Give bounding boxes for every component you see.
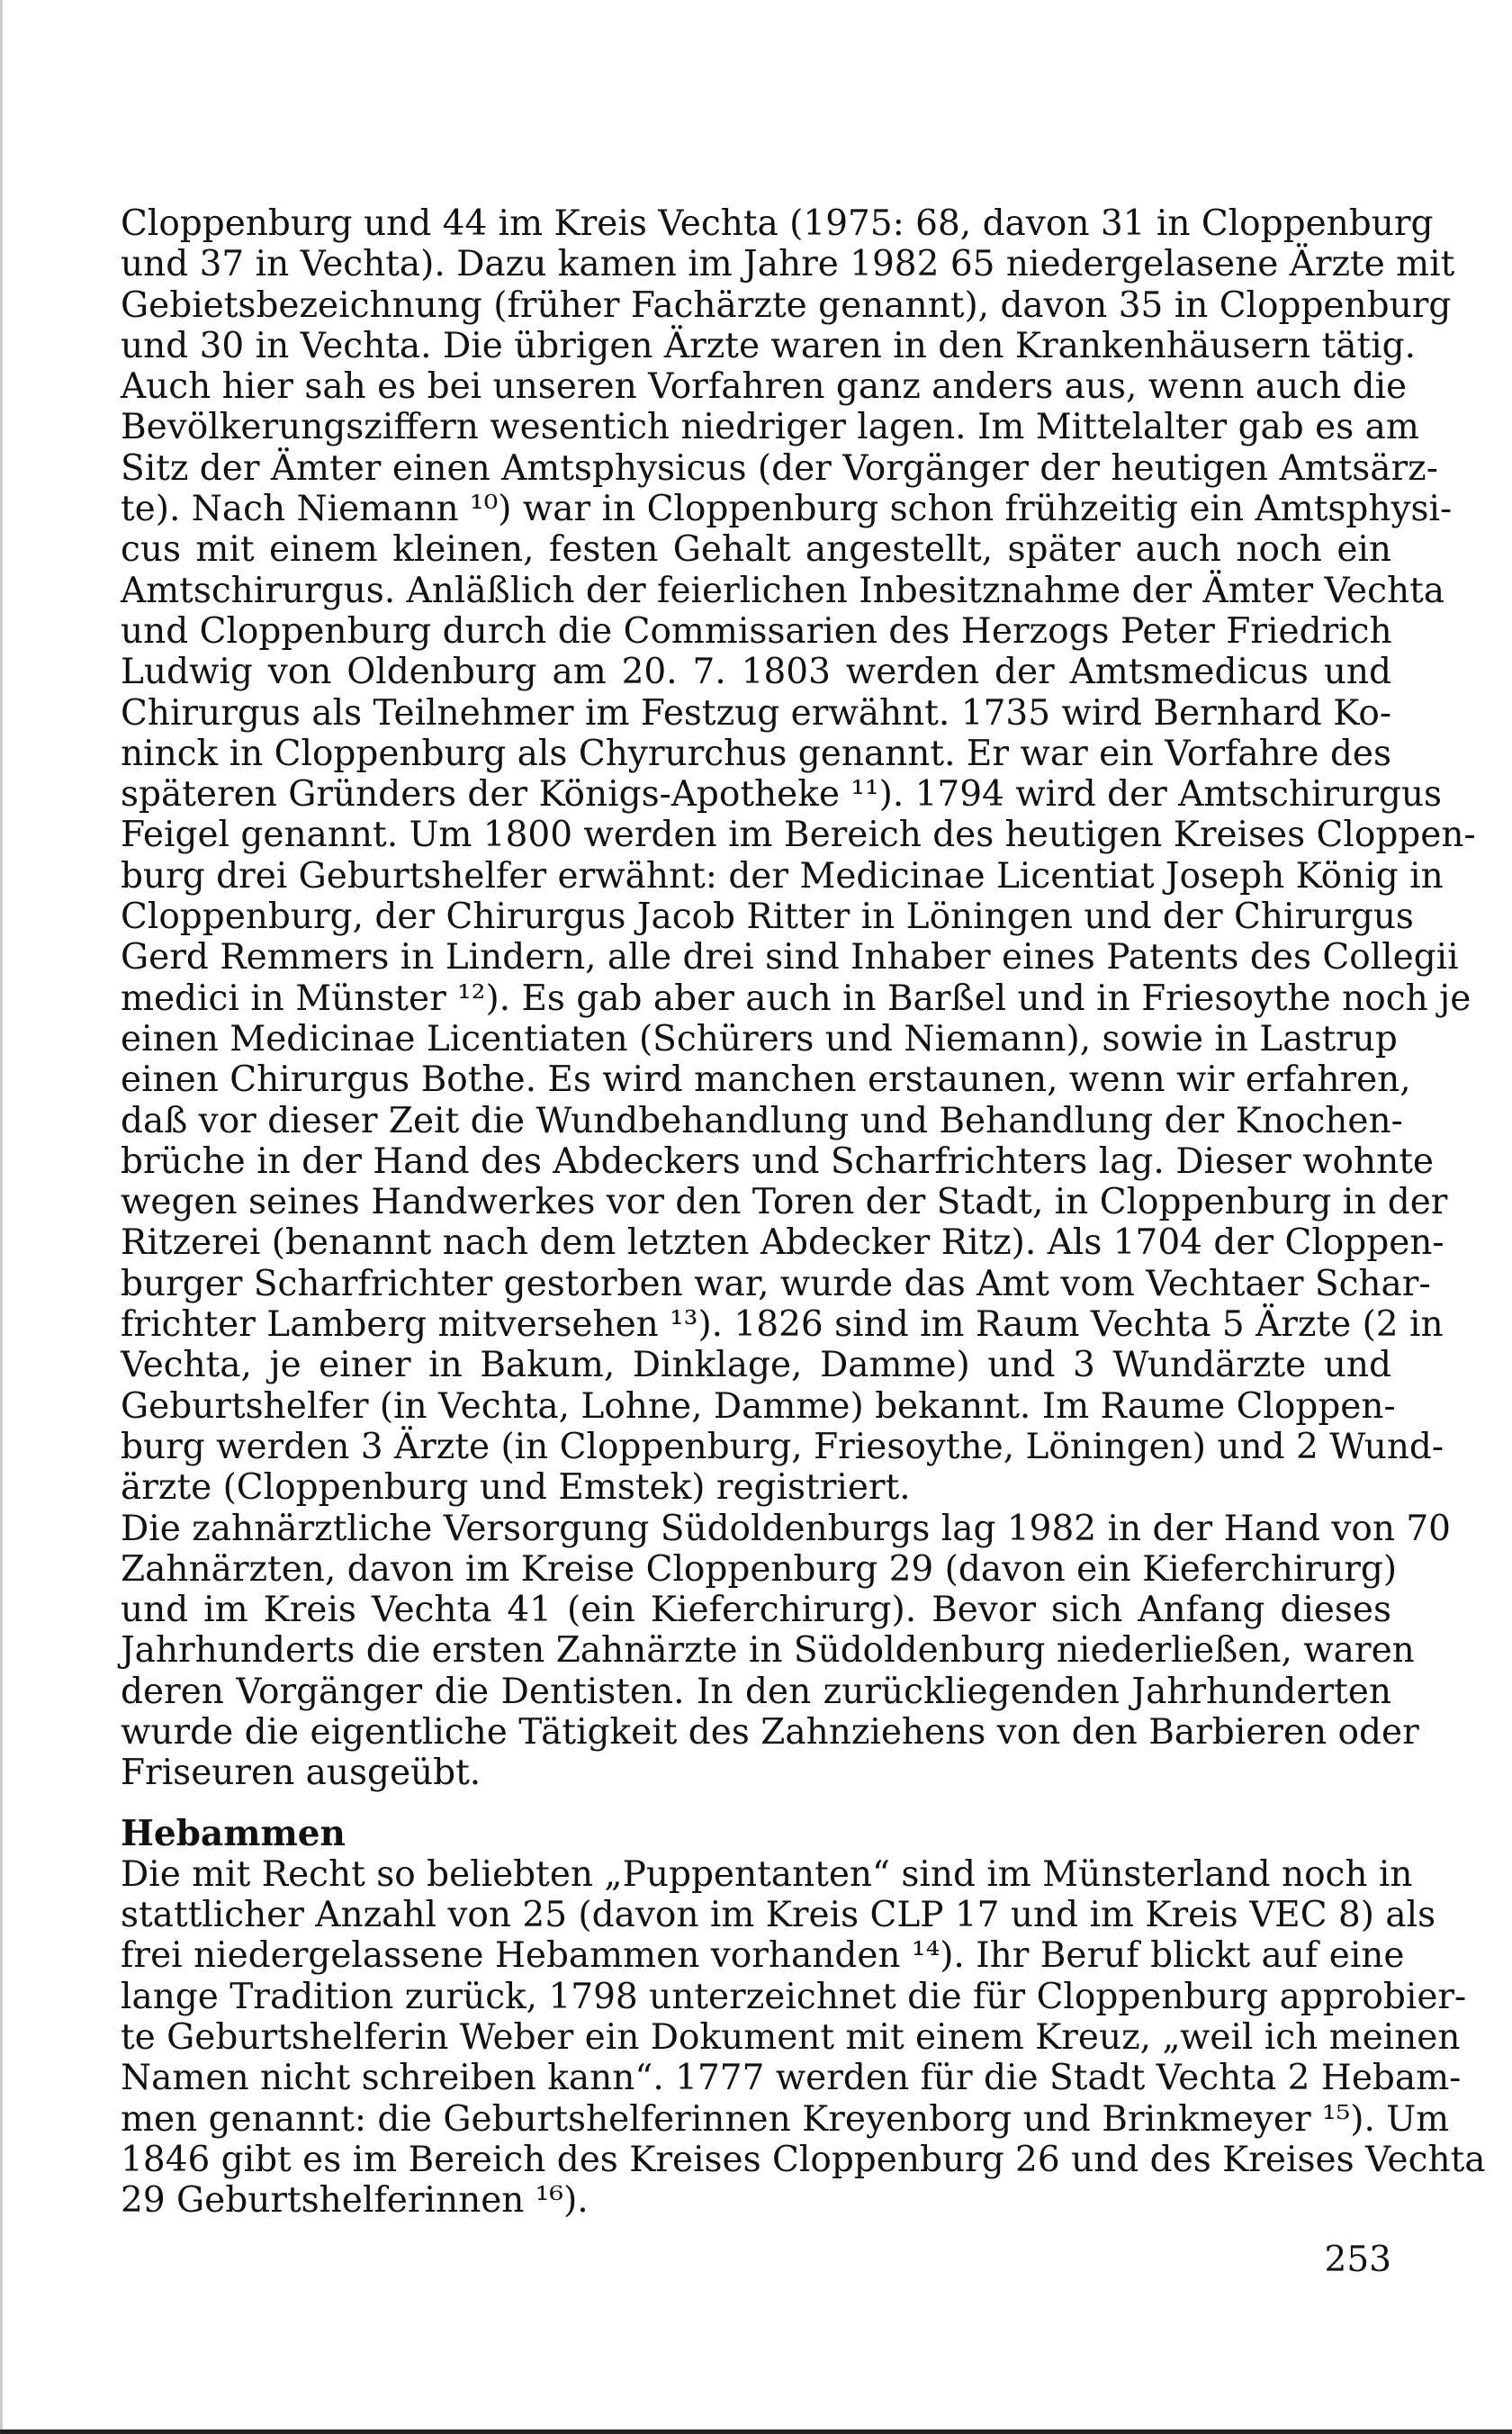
section-heading: Hebammen bbox=[121, 1812, 346, 1854]
text-line: brüche in der Hand des Abdeckers und Scharfrichters lag. Dieser wohnte bbox=[121, 1140, 1434, 1182]
text-line: Vechta, je einer in Bakum, Dinklage, Damme) und 3 Wundärzte und bbox=[121, 1345, 1391, 1386]
text-line: burger Scharfrichter gestorben war, wurde das Amt vom Vechtaer Schar- bbox=[121, 1263, 1431, 1304]
text-line: Geburtshelfer (in Vechta, Lohne, Damme) bekannt. Im Raume Cloppen- bbox=[121, 1385, 1396, 1427]
text-line: burg drei Geburtshelfer erwähnt: der Medicinae Licentiat Joseph König in bbox=[121, 855, 1444, 897]
text-line: einen Medicinae Licentiaten (Schürers und Niemann), sowie in Lastrup bbox=[121, 1018, 1398, 1059]
text-line: Bevölkerungsziffern wesentich niedriger lagen. Im Mittelalter gab es am bbox=[121, 407, 1419, 448]
scan-bottom-edge bbox=[0, 2429, 1512, 2434]
page-number: 253 bbox=[1324, 2240, 1391, 2280]
text-line: daß vor dieser Zeit die Wundbehandlung und Behandlung der Knochen- bbox=[121, 1100, 1403, 1141]
text-line: stattlicher Anzahl von 25 (davon im Kreis CLP 17 und im Kreis VEC 8) als bbox=[121, 1895, 1436, 1936]
text-line: cus mit einem kleinen, festen Gehalt angestellt, später auch noch ein bbox=[121, 529, 1391, 571]
text-line: Die mit Recht so beliebten „Puppentanten“ sind im Münsterland noch in bbox=[121, 1853, 1413, 1895]
text-line: te). Nach Niemann ¹⁰) war in Cloppenburg schon frühzeitig ein Amtsphysi- bbox=[121, 489, 1453, 530]
text-line: Zahnärzten, davon im Kreise Cloppenburg 29 (davon ein Kieferchirurg) bbox=[121, 1548, 1398, 1590]
text-line: wurde die eigentliche Tätigkeit des Zahnziehens von den Barbieren oder bbox=[121, 1711, 1419, 1753]
text-line: te Geburtshelferin Weber ein Dokument mit einem Kreuz, „weil ich meinen bbox=[121, 2017, 1461, 2059]
text-line: Feigel genannt. Um 1800 werden im Bereich des heutigen Kreises Cloppen- bbox=[121, 815, 1476, 856]
text-line: ninck in Cloppenburg als Chyrurchus genannt. Er war ein Vorfahre des bbox=[121, 733, 1391, 774]
text-line: medici in Münster ¹²). Es gab aber auch in Barßel und in Friesoythe noch je bbox=[121, 978, 1472, 1019]
text-line: und 37 in Vechta). Dazu kamen im Jahre 1982 65 niedergelasene Ärzte mit bbox=[121, 244, 1455, 285]
text-line: und im Kreis Vechta 41 (ein Kieferchirurg). Bevor sich Anfang dieses bbox=[121, 1590, 1391, 1631]
scan-edge bbox=[0, 0, 3, 2434]
body-text bbox=[121, 203, 1486, 2222]
text-line: Gerd Remmers in Lindern, alle drei sind Inhaber eines Patents des Collegii bbox=[121, 937, 1459, 978]
text-line: ärzte (Cloppenburg und Emstek) registriert. bbox=[121, 1467, 911, 1509]
paragraph-2 bbox=[121, 1508, 1451, 1794]
text-line: Friseuren ausgeübt. bbox=[121, 1753, 482, 1794]
text-line: Cloppenburg, der Chirurgus Jacob Ritter in Löningen und der Chirurgus bbox=[121, 897, 1414, 938]
text-line: einen Chirurgus Bothe. Es wird manchen erstaunen, wenn wir erfahren, bbox=[121, 1059, 1411, 1101]
text-line: 29 Geburtshelferinnen ¹⁶). bbox=[121, 2180, 589, 2222]
text-line: Ritzerei (benannt nach dem letzten Abdecker Ritz). Als 1704 der Cloppen- bbox=[121, 1222, 1444, 1264]
text-line: Auch hier sah es bei unseren Vorfahren ganz anders aus, wenn auch die bbox=[121, 366, 1408, 408]
text-line: und 30 in Vechta. Die übrigen Ärzte waren in den Krankenhäusern tätig. bbox=[121, 325, 1417, 366]
text-line: frei niedergelassene Hebammen vorhanden ¹⁴). Ihr Beruf blickt auf eine bbox=[121, 1935, 1405, 1977]
text-line: 1846 gibt es im Bereich des Kreises Cloppenburg 26 und des Kreises Vechta bbox=[121, 2139, 1486, 2180]
text-line: wegen seines Handwerkes vor den Toren der Stadt, in Cloppenburg in der bbox=[121, 1182, 1448, 1223]
text-line: men genannt: die Geburtshelferinnen Kreyenborg und Brinkmeyer ¹⁵). Um bbox=[121, 2098, 1450, 2140]
text-line: Amtschirurgus. Anläßlich der feierlichen Inbesitznahme der Ämter Vechta bbox=[121, 570, 1445, 611]
text-line: lange Tradition zurück, 1798 unterzeichnet die für Cloppenburg approbier- bbox=[121, 1976, 1467, 2017]
text-line: Gebietsbezeichnung (früher Fachärzte genannt), davon 35 in Cloppenburg bbox=[121, 284, 1452, 326]
text-line: Jahrhunderts die ersten Zahnärzte in Südoldenburg niederließen, waren bbox=[121, 1630, 1415, 1672]
text-line: Cloppenburg und 44 im Kreis Vechta (1975: 68, davon 31 in Cloppenburg bbox=[121, 203, 1434, 244]
text-line: burg werden 3 Ärzte (in Cloppenburg, Friesoythe, Löningen) und 2 Wund- bbox=[121, 1426, 1444, 1467]
paragraph-3 bbox=[121, 1853, 1486, 2222]
text-line: Sitz der Ämter einen Amtsphysicus (der Vorgänger der heutigen Amtsärz- bbox=[121, 447, 1438, 489]
text-line: Die zahnärztliche Versorgung Südoldenburgs lag 1982 in der Hand von 70 bbox=[121, 1508, 1451, 1549]
text-line: Namen nicht schreiben kann“. 1777 werden für die Stadt Vechta 2 Hebam- bbox=[121, 2058, 1462, 2099]
text-line: und Cloppenburg durch die Commissarien des Herzogs Peter Friedrich bbox=[121, 610, 1392, 652]
text-line: späteren Gründers der Königs-Apotheke ¹¹). 1794 wird der Amtschirurgus bbox=[121, 774, 1442, 816]
paragraph-1 bbox=[121, 203, 1476, 1509]
text-line: frichter Lamberg mitversehen ¹³). 1826 sind im Raum Vechta 5 Ärzte (2 in bbox=[121, 1304, 1444, 1346]
text-line: Chirurgus als Teilnehmer im Festzug erwähnt. 1735 wird Bernhard Ko- bbox=[121, 692, 1391, 734]
text-line: deren Vorgänger die Dentisten. In den zurückliegenden Jahrhunderten bbox=[121, 1671, 1391, 1712]
text-line: Ludwig von Oldenburg am 20. 7. 1803 werden der Amtsmedicus und bbox=[121, 652, 1391, 693]
